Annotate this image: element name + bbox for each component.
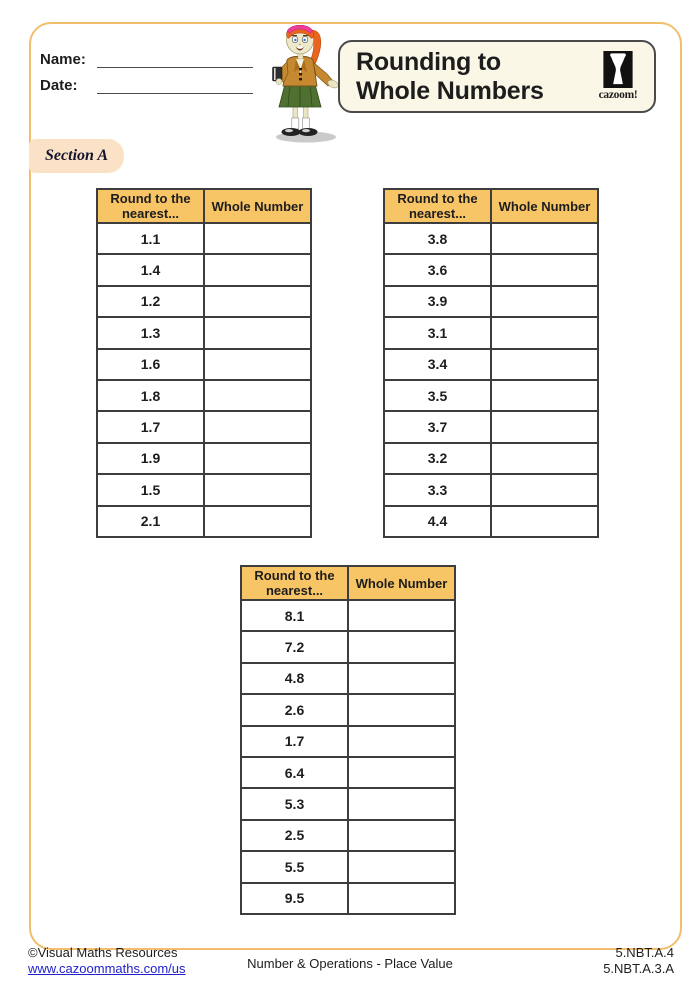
answer-blank-cell[interactable] [204, 380, 311, 411]
table-row [97, 317, 311, 348]
answer-blank-cell[interactable] [204, 286, 311, 317]
decimal-value-cell: 3.8 [384, 223, 491, 254]
table-row [241, 663, 455, 694]
round-to-nearest-header: Round to the nearest... [384, 189, 491, 223]
date-field-line[interactable] [97, 93, 253, 94]
decimal-value-cell: 1.7 [97, 411, 204, 442]
whole-number-header: Whole Number [348, 566, 455, 600]
table-row [384, 223, 598, 254]
decimal-value-cell: 1.7 [241, 726, 348, 757]
decimal-value-cell: 3.2 [384, 443, 491, 474]
table-row [384, 254, 598, 285]
table-row [384, 317, 598, 348]
decimal-value-cell: 3.3 [384, 474, 491, 505]
table-row [384, 474, 598, 505]
table-row [97, 411, 311, 442]
answer-blank-cell[interactable] [491, 506, 598, 537]
name-label: Name: [40, 51, 86, 68]
decimal-value-cell: 3.6 [384, 254, 491, 285]
decimal-value-cell: 1.6 [97, 349, 204, 380]
answer-blank-cell[interactable] [204, 254, 311, 285]
whole-number-header: Whole Number [204, 189, 311, 223]
answer-blank-cell[interactable] [348, 663, 455, 694]
decimal-value-cell: 1.4 [97, 254, 204, 285]
table-row [241, 600, 455, 631]
table-row [384, 286, 598, 317]
copyright-text: ©Visual Maths Resources [28, 945, 178, 960]
answer-blank-cell[interactable] [348, 788, 455, 819]
decimal-value-cell: 2.5 [241, 820, 348, 851]
section-a-label: Section A [29, 139, 124, 173]
rounding-table-left [96, 188, 312, 538]
answer-blank-cell[interactable] [348, 883, 455, 914]
cazoom-logo [590, 51, 646, 101]
answer-blank-cell[interactable] [204, 411, 311, 442]
decimal-value-cell: 4.4 [384, 506, 491, 537]
page-title [340, 48, 544, 106]
date-label: Date: [40, 77, 78, 94]
cazoom-logo-text: cazoom! [598, 89, 638, 101]
table-row [384, 411, 598, 442]
answer-blank-cell[interactable] [348, 631, 455, 662]
round-to-nearest-header: Round to the nearest... [97, 189, 204, 223]
decimal-value-cell: 3.4 [384, 349, 491, 380]
answer-blank-cell[interactable] [204, 506, 311, 537]
answer-blank-cell[interactable] [348, 694, 455, 725]
decimal-value-cell: 1.8 [97, 380, 204, 411]
answer-blank-cell[interactable] [491, 254, 598, 285]
answer-blank-cell[interactable] [491, 286, 598, 317]
table-row [241, 694, 455, 725]
decimal-value-cell: 1.5 [97, 474, 204, 505]
decimal-value-cell: 1.9 [97, 443, 204, 474]
table-row [97, 443, 311, 474]
answer-blank-cell[interactable] [491, 443, 598, 474]
table-row [97, 506, 311, 537]
table-row [97, 474, 311, 505]
website-link[interactable]: www.cazoommaths.com/us [28, 961, 186, 976]
decimal-value-cell: 5.5 [241, 851, 348, 882]
table-row [241, 788, 455, 819]
answer-blank-cell[interactable] [204, 443, 311, 474]
answer-blank-cell[interactable] [348, 851, 455, 882]
answer-blank-cell[interactable] [204, 349, 311, 380]
answer-blank-cell[interactable] [204, 474, 311, 505]
answer-blank-cell[interactable] [491, 349, 598, 380]
table-row [384, 380, 598, 411]
answer-blank-cell[interactable] [348, 600, 455, 631]
decimal-value-cell: 9.5 [241, 883, 348, 914]
answer-blank-cell[interactable] [204, 317, 311, 348]
decimal-value-cell: 8.1 [241, 600, 348, 631]
table-row [384, 506, 598, 537]
table-row [97, 349, 311, 380]
answer-blank-cell[interactable] [491, 380, 598, 411]
table-row [241, 820, 455, 851]
name-field-line[interactable] [97, 67, 253, 68]
decimal-value-cell: 4.8 [241, 663, 348, 694]
answer-blank-cell[interactable] [491, 411, 598, 442]
decimal-value-cell: 2.1 [97, 506, 204, 537]
table-row [384, 443, 598, 474]
cazoom-drum-icon [603, 51, 633, 88]
whole-number-header: Whole Number [491, 189, 598, 223]
cartoon-girl-icon [256, 18, 348, 146]
answer-blank-cell[interactable] [348, 726, 455, 757]
page-title-line1: Rounding to [356, 47, 501, 76]
decimal-value-cell: 1.3 [97, 317, 204, 348]
answer-blank-cell[interactable] [348, 820, 455, 851]
decimal-value-cell: 3.5 [384, 380, 491, 411]
table-row [97, 254, 311, 285]
cartoon-girl-illustration [256, 18, 348, 146]
decimal-value-cell: 5.3 [241, 788, 348, 819]
decimal-value-cell: 1.1 [97, 223, 204, 254]
rounding-table-bottom [240, 565, 456, 915]
answer-blank-cell[interactable] [491, 474, 598, 505]
page-title-line2: Whole Numbers [356, 76, 544, 105]
decimal-value-cell: 2.6 [241, 694, 348, 725]
table-header-row [384, 189, 598, 223]
standard-code-1: 5.NBT.A.4 [615, 945, 674, 960]
footer-category: Number & Operations - Place Value [247, 956, 453, 971]
answer-blank-cell[interactable] [204, 223, 311, 254]
decimal-value-cell: 1.2 [97, 286, 204, 317]
table-row [97, 223, 311, 254]
decimal-value-cell: 6.4 [241, 757, 348, 788]
table-row [241, 883, 455, 914]
table-row [97, 286, 311, 317]
answer-blank-cell[interactable] [491, 223, 598, 254]
table-row [241, 757, 455, 788]
worksheet-title-box [338, 40, 656, 113]
decimal-value-cell: 3.7 [384, 411, 491, 442]
table-header-row [241, 566, 455, 600]
table-row [97, 380, 311, 411]
answer-blank-cell[interactable] [491, 317, 598, 348]
table-row [241, 851, 455, 882]
table-row [241, 631, 455, 662]
footer-standards [603, 945, 674, 976]
round-to-nearest-header: Round to the nearest... [241, 566, 348, 600]
decimal-value-cell: 7.2 [241, 631, 348, 662]
table-row [384, 349, 598, 380]
table-header-row [97, 189, 311, 223]
standard-code-2: 5.NBT.A.3.A [603, 960, 674, 976]
decimal-value-cell: 3.9 [384, 286, 491, 317]
decimal-value-cell: 3.1 [384, 317, 491, 348]
table-row [241, 726, 455, 757]
rounding-table-right [383, 188, 599, 538]
answer-blank-cell[interactable] [348, 757, 455, 788]
